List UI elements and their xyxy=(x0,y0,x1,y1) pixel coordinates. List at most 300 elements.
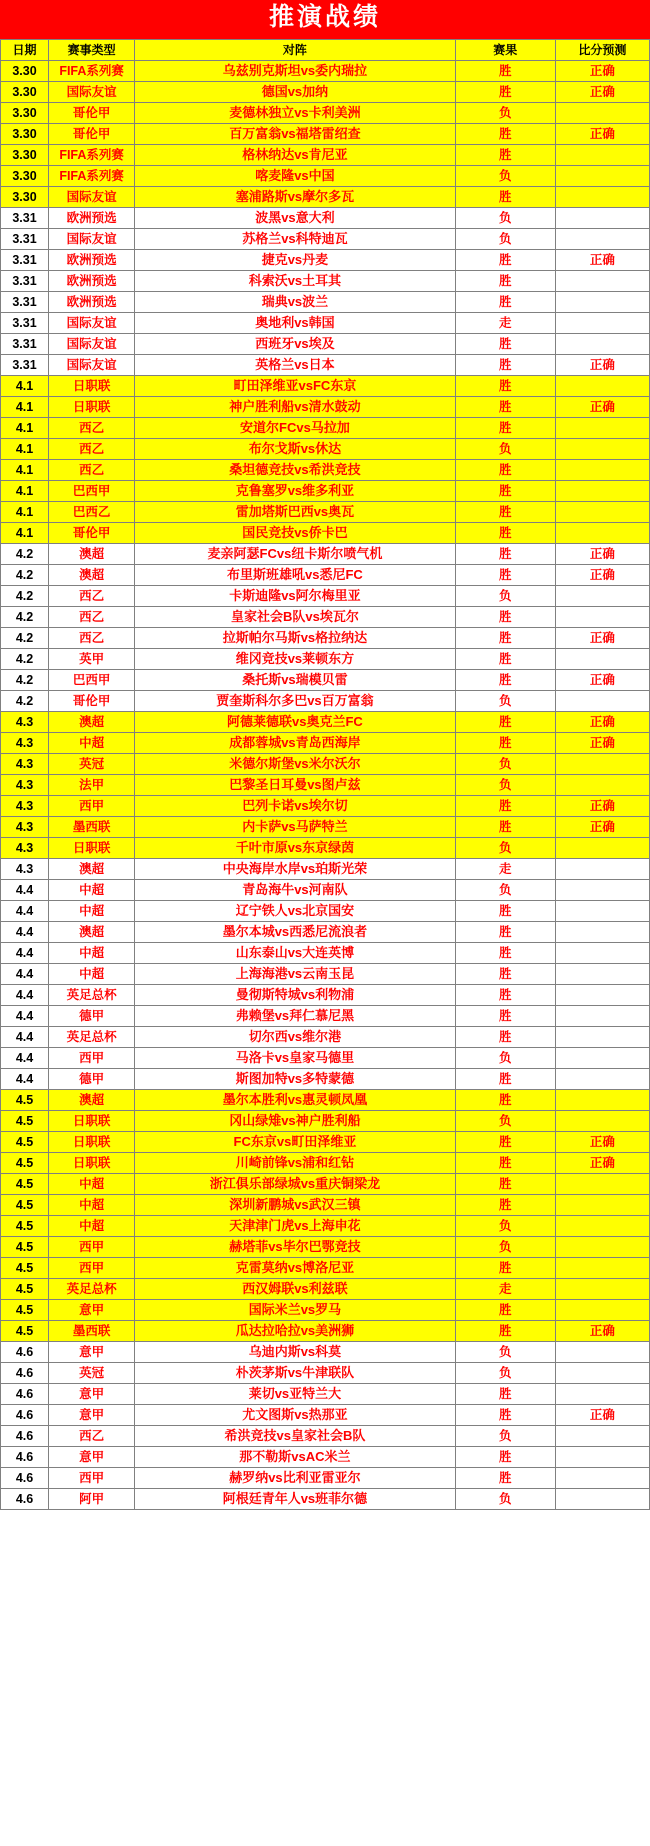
cell-date: 4.3 xyxy=(1,753,49,774)
cell-league: 中超 xyxy=(49,1215,135,1236)
cell-league: 欧洲预选 xyxy=(49,249,135,270)
cell-date: 3.31 xyxy=(1,354,49,375)
table-row xyxy=(1,585,650,606)
cell-prediction xyxy=(555,879,649,900)
cell-league: 欧洲预选 xyxy=(49,207,135,228)
cell-match: 布尔戈斯vs休达 xyxy=(135,438,455,459)
table-row xyxy=(1,249,650,270)
cell-match: 麦德林独立vs卡利美洲 xyxy=(135,102,455,123)
table-row xyxy=(1,753,650,774)
cell-result: 胜 xyxy=(455,795,555,816)
cell-match: 阿德莱德联vs奥克兰FC xyxy=(135,711,455,732)
table-row xyxy=(1,669,650,690)
cell-league: 中超 xyxy=(49,1173,135,1194)
table-row xyxy=(1,312,650,333)
cell-match: 瓜达拉哈拉vs美洲狮 xyxy=(135,1320,455,1341)
table-row xyxy=(1,627,650,648)
cell-match: 浙江俱乐部绿城vs重庆铜梁龙 xyxy=(135,1173,455,1194)
cell-date: 4.2 xyxy=(1,690,49,711)
cell-prediction xyxy=(555,921,649,942)
cell-prediction xyxy=(555,1026,649,1047)
cell-league: 巴西乙 xyxy=(49,501,135,522)
cell-league: 巴西甲 xyxy=(49,669,135,690)
cell-date: 4.3 xyxy=(1,711,49,732)
cell-date: 4.3 xyxy=(1,732,49,753)
cell-result: 负 xyxy=(455,1110,555,1131)
cell-prediction: 正确 xyxy=(555,1320,649,1341)
cell-prediction: 正确 xyxy=(555,543,649,564)
cell-league: 澳超 xyxy=(49,564,135,585)
table-row xyxy=(1,1194,650,1215)
cell-date: 4.4 xyxy=(1,1005,49,1026)
cell-result: 胜 xyxy=(455,1467,555,1488)
cell-match: 朴茨茅斯vs牛津联队 xyxy=(135,1362,455,1383)
cell-result: 胜 xyxy=(455,1320,555,1341)
cell-result: 负 xyxy=(455,207,555,228)
cell-league: 意甲 xyxy=(49,1383,135,1404)
table-row xyxy=(1,438,650,459)
column-header-league: 赛事类型 xyxy=(49,39,135,60)
cell-result: 负 xyxy=(455,102,555,123)
cell-league: 中超 xyxy=(49,942,135,963)
cell-match: 克雷莫纳vs博洛尼亚 xyxy=(135,1257,455,1278)
cell-prediction xyxy=(555,1236,649,1257)
table-row xyxy=(1,1131,650,1152)
cell-league: 中超 xyxy=(49,879,135,900)
cell-prediction xyxy=(555,228,649,249)
table-row xyxy=(1,1047,650,1068)
cell-date: 4.1 xyxy=(1,480,49,501)
cell-result: 负 xyxy=(455,753,555,774)
cell-league: 澳超 xyxy=(49,1089,135,1110)
cell-result: 胜 xyxy=(455,1299,555,1320)
table-row xyxy=(1,1488,650,1509)
cell-match: 克鲁塞罗vs维多利亚 xyxy=(135,480,455,501)
cell-result: 胜 xyxy=(455,459,555,480)
cell-prediction xyxy=(555,165,649,186)
cell-league: 澳超 xyxy=(49,921,135,942)
cell-prediction: 正确 xyxy=(555,816,649,837)
cell-prediction xyxy=(555,774,649,795)
cell-match: 成都蓉城vs青岛西海岸 xyxy=(135,732,455,753)
cell-result: 负 xyxy=(455,1362,555,1383)
cell-date: 4.5 xyxy=(1,1089,49,1110)
cell-result: 胜 xyxy=(455,963,555,984)
page-title: 推演战绩 xyxy=(0,0,650,39)
cell-result: 胜 xyxy=(455,732,555,753)
table-row xyxy=(1,123,650,144)
cell-date: 4.5 xyxy=(1,1131,49,1152)
table-row xyxy=(1,375,650,396)
cell-match: 赫塔菲vs毕尔巴鄂竞技 xyxy=(135,1236,455,1257)
cell-league: 西乙 xyxy=(49,417,135,438)
cell-result: 胜 xyxy=(455,669,555,690)
table-row xyxy=(1,1278,650,1299)
cell-match: 冈山绿雉vs神户胜利船 xyxy=(135,1110,455,1131)
cell-prediction: 正确 xyxy=(555,1152,649,1173)
cell-league: 墨西联 xyxy=(49,816,135,837)
cell-match: 阿根廷青年人vs班菲尔德 xyxy=(135,1488,455,1509)
table-row xyxy=(1,774,650,795)
cell-result: 胜 xyxy=(455,1194,555,1215)
cell-match: 町田泽维亚vsFC东京 xyxy=(135,375,455,396)
cell-league: 西乙 xyxy=(49,627,135,648)
cell-result: 胜 xyxy=(455,270,555,291)
cell-result: 胜 xyxy=(455,60,555,81)
column-header-date: 日期 xyxy=(1,39,49,60)
cell-date: 4.5 xyxy=(1,1320,49,1341)
cell-league: 英冠 xyxy=(49,753,135,774)
cell-league: 国际友谊 xyxy=(49,228,135,249)
cell-prediction xyxy=(555,1488,649,1509)
cell-result: 走 xyxy=(455,1278,555,1299)
cell-match: 国民竞技vs侨卡巴 xyxy=(135,522,455,543)
cell-result: 胜 xyxy=(455,417,555,438)
cell-result: 胜 xyxy=(455,186,555,207)
cell-result: 胜 xyxy=(455,1089,555,1110)
cell-result: 胜 xyxy=(455,942,555,963)
table-row xyxy=(1,1320,650,1341)
table-row xyxy=(1,480,650,501)
cell-result: 胜 xyxy=(455,1173,555,1194)
cell-match: 辽宁铁人vs北京国安 xyxy=(135,900,455,921)
cell-league: 法甲 xyxy=(49,774,135,795)
cell-date: 4.2 xyxy=(1,543,49,564)
cell-prediction: 正确 xyxy=(555,795,649,816)
cell-match: 上海海港vs云南玉昆 xyxy=(135,963,455,984)
cell-prediction: 正确 xyxy=(555,564,649,585)
cell-prediction xyxy=(555,1362,649,1383)
cell-league: 英冠 xyxy=(49,1362,135,1383)
cell-date: 4.4 xyxy=(1,879,49,900)
cell-league: 意甲 xyxy=(49,1341,135,1362)
table-row xyxy=(1,1173,650,1194)
cell-league: 日职联 xyxy=(49,396,135,417)
cell-match: 格林纳达vs肯尼亚 xyxy=(135,144,455,165)
cell-date: 4.5 xyxy=(1,1110,49,1131)
cell-prediction xyxy=(555,753,649,774)
cell-prediction xyxy=(555,1215,649,1236)
cell-date: 4.3 xyxy=(1,837,49,858)
table-row xyxy=(1,711,650,732)
cell-league: 意甲 xyxy=(49,1446,135,1467)
cell-date: 4.1 xyxy=(1,501,49,522)
cell-league: 欧洲预选 xyxy=(49,270,135,291)
table-row xyxy=(1,879,650,900)
cell-match: 西汉姆联vs利兹联 xyxy=(135,1278,455,1299)
cell-match: 那不勒斯vsAC米兰 xyxy=(135,1446,455,1467)
cell-prediction: 正确 xyxy=(555,1131,649,1152)
cell-match: 乌兹别克斯坦vs委内瑞拉 xyxy=(135,60,455,81)
cell-date: 3.30 xyxy=(1,186,49,207)
cell-date: 4.6 xyxy=(1,1467,49,1488)
table-row xyxy=(1,564,650,585)
cell-league: 阿甲 xyxy=(49,1488,135,1509)
table-row xyxy=(1,963,650,984)
cell-prediction xyxy=(555,459,649,480)
cell-league: 中超 xyxy=(49,1194,135,1215)
cell-date: 4.1 xyxy=(1,522,49,543)
cell-match: 山东泰山vs大连英博 xyxy=(135,942,455,963)
table-body xyxy=(1,60,650,1509)
cell-date: 4.2 xyxy=(1,564,49,585)
cell-result: 负 xyxy=(455,585,555,606)
cell-date: 4.4 xyxy=(1,1068,49,1089)
cell-result: 胜 xyxy=(455,900,555,921)
cell-league: 德甲 xyxy=(49,1068,135,1089)
cell-prediction xyxy=(555,1047,649,1068)
table-row xyxy=(1,837,650,858)
cell-prediction xyxy=(555,522,649,543)
cell-match: 弗赖堡vs拜仁慕尼黑 xyxy=(135,1005,455,1026)
cell-date: 4.5 xyxy=(1,1257,49,1278)
cell-result: 负 xyxy=(455,438,555,459)
cell-date: 4.2 xyxy=(1,669,49,690)
cell-league: 西甲 xyxy=(49,1257,135,1278)
cell-date: 3.31 xyxy=(1,333,49,354)
cell-date: 3.30 xyxy=(1,102,49,123)
cell-match: 瑞典vs波兰 xyxy=(135,291,455,312)
cell-match: 神户胜利船vs清水鼓动 xyxy=(135,396,455,417)
cell-result: 胜 xyxy=(455,501,555,522)
table-row xyxy=(1,144,650,165)
cell-result: 走 xyxy=(455,312,555,333)
table-row xyxy=(1,1257,650,1278)
cell-prediction xyxy=(555,291,649,312)
cell-league: 西甲 xyxy=(49,795,135,816)
cell-league: 墨西联 xyxy=(49,1320,135,1341)
cell-prediction xyxy=(555,1425,649,1446)
cell-date: 4.5 xyxy=(1,1194,49,1215)
table-row xyxy=(1,354,650,375)
cell-match: 米德尔斯堡vs米尔沃尔 xyxy=(135,753,455,774)
cell-match: 川崎前锋vs浦和红钻 xyxy=(135,1152,455,1173)
cell-prediction: 正确 xyxy=(555,711,649,732)
table-row xyxy=(1,333,650,354)
cell-match: 贾奎斯科尔多巴vs百万富翁 xyxy=(135,690,455,711)
cell-prediction xyxy=(555,438,649,459)
cell-match: 青岛海牛vs河南队 xyxy=(135,879,455,900)
cell-prediction xyxy=(555,606,649,627)
cell-prediction xyxy=(555,858,649,879)
cell-match: 麦亲阿瑟FCvs纽卡斯尔喷气机 xyxy=(135,543,455,564)
table-row xyxy=(1,270,650,291)
cell-result: 胜 xyxy=(455,984,555,1005)
cell-date: 3.30 xyxy=(1,81,49,102)
cell-date: 4.2 xyxy=(1,648,49,669)
cell-date: 3.30 xyxy=(1,123,49,144)
table-row xyxy=(1,984,650,1005)
cell-result: 负 xyxy=(455,1236,555,1257)
cell-match: 雷加塔斯巴西vs奥瓦 xyxy=(135,501,455,522)
cell-league: 国际友谊 xyxy=(49,186,135,207)
table-row xyxy=(1,1446,650,1467)
cell-prediction xyxy=(555,984,649,1005)
cell-match: 科索沃vs土耳其 xyxy=(135,270,455,291)
cell-date: 4.6 xyxy=(1,1362,49,1383)
cell-result: 负 xyxy=(455,165,555,186)
table-row xyxy=(1,1425,650,1446)
cell-prediction: 正确 xyxy=(555,732,649,753)
table-row xyxy=(1,417,650,438)
cell-prediction xyxy=(555,1173,649,1194)
table-row xyxy=(1,459,650,480)
cell-result: 负 xyxy=(455,879,555,900)
cell-match: 深圳新鹏城vs武汉三镇 xyxy=(135,1194,455,1215)
cell-result: 胜 xyxy=(455,249,555,270)
cell-match: 希洪竞技vs皇家社会B队 xyxy=(135,1425,455,1446)
cell-league: 国际友谊 xyxy=(49,312,135,333)
cell-result: 胜 xyxy=(455,354,555,375)
cell-result: 负 xyxy=(455,774,555,795)
cell-league: 澳超 xyxy=(49,543,135,564)
cell-date: 4.2 xyxy=(1,585,49,606)
cell-league: 西乙 xyxy=(49,585,135,606)
cell-league: 英足总杯 xyxy=(49,984,135,1005)
cell-result: 负 xyxy=(455,1215,555,1236)
table-row xyxy=(1,291,650,312)
cell-prediction xyxy=(555,1467,649,1488)
cell-league: 意甲 xyxy=(49,1404,135,1425)
cell-result: 胜 xyxy=(455,1383,555,1404)
cell-match: 西班牙vs埃及 xyxy=(135,333,455,354)
cell-league: 国际友谊 xyxy=(49,354,135,375)
cell-league: FIFA系列赛 xyxy=(49,144,135,165)
cell-result: 胜 xyxy=(455,543,555,564)
table-row xyxy=(1,1383,650,1404)
cell-prediction xyxy=(555,1257,649,1278)
cell-date: 4.1 xyxy=(1,396,49,417)
cell-prediction xyxy=(555,270,649,291)
cell-result: 胜 xyxy=(455,144,555,165)
table-row xyxy=(1,81,650,102)
cell-date: 4.6 xyxy=(1,1488,49,1509)
table-row xyxy=(1,795,650,816)
cell-date: 4.2 xyxy=(1,627,49,648)
cell-result: 胜 xyxy=(455,1257,555,1278)
table-row xyxy=(1,522,650,543)
table-row xyxy=(1,690,650,711)
cell-date: 4.1 xyxy=(1,375,49,396)
table-row xyxy=(1,102,650,123)
cell-result: 负 xyxy=(455,1047,555,1068)
cell-prediction: 正确 xyxy=(555,1404,649,1425)
cell-result: 胜 xyxy=(455,480,555,501)
cell-result: 胜 xyxy=(455,1404,555,1425)
cell-date: 4.3 xyxy=(1,858,49,879)
cell-date: 4.6 xyxy=(1,1341,49,1362)
cell-date: 3.30 xyxy=(1,165,49,186)
cell-prediction xyxy=(555,1299,649,1320)
cell-result: 胜 xyxy=(455,1005,555,1026)
cell-date: 4.4 xyxy=(1,984,49,1005)
cell-prediction xyxy=(555,648,649,669)
table-row xyxy=(1,858,650,879)
cell-prediction: 正确 xyxy=(555,354,649,375)
cell-league: 国际友谊 xyxy=(49,81,135,102)
cell-date: 4.1 xyxy=(1,438,49,459)
cell-match: 捷克vs丹麦 xyxy=(135,249,455,270)
cell-result: 胜 xyxy=(455,291,555,312)
table-row xyxy=(1,186,650,207)
cell-league: 澳超 xyxy=(49,711,135,732)
cell-prediction xyxy=(555,1341,649,1362)
cell-league: 哥伦甲 xyxy=(49,102,135,123)
table-row xyxy=(1,816,650,837)
table-row xyxy=(1,1089,650,1110)
cell-match: 尤文图斯vs热那亚 xyxy=(135,1404,455,1425)
cell-result: 胜 xyxy=(455,375,555,396)
table-row xyxy=(1,648,650,669)
cell-match: 中央海岸水岸vs珀斯光荣 xyxy=(135,858,455,879)
cell-match: 曼彻斯特城vs利物浦 xyxy=(135,984,455,1005)
table-row xyxy=(1,1404,650,1425)
cell-match: 德国vs加纳 xyxy=(135,81,455,102)
cell-league: 哥伦甲 xyxy=(49,690,135,711)
cell-result: 胜 xyxy=(455,648,555,669)
cell-match: 千叶市原vs东京绿茵 xyxy=(135,837,455,858)
cell-match: 布里斯班雄吼vs悉尼FC xyxy=(135,564,455,585)
cell-prediction: 正确 xyxy=(555,81,649,102)
cell-league: 哥伦甲 xyxy=(49,123,135,144)
cell-prediction xyxy=(555,102,649,123)
cell-league: 意甲 xyxy=(49,1299,135,1320)
cell-date: 3.31 xyxy=(1,228,49,249)
table-row xyxy=(1,921,650,942)
cell-league: 西乙 xyxy=(49,459,135,480)
table-row xyxy=(1,543,650,564)
cell-result: 胜 xyxy=(455,81,555,102)
cell-prediction xyxy=(555,417,649,438)
cell-date: 4.5 xyxy=(1,1299,49,1320)
cell-prediction: 正确 xyxy=(555,249,649,270)
table-row xyxy=(1,1005,650,1026)
cell-league: 日职联 xyxy=(49,837,135,858)
cell-date: 3.30 xyxy=(1,144,49,165)
cell-match: 卡斯迪隆vs阿尔梅里亚 xyxy=(135,585,455,606)
cell-prediction: 正确 xyxy=(555,669,649,690)
cell-match: FC东京vs町田泽维亚 xyxy=(135,1131,455,1152)
cell-date: 4.5 xyxy=(1,1152,49,1173)
cell-prediction xyxy=(555,501,649,522)
cell-date: 4.4 xyxy=(1,921,49,942)
table-row xyxy=(1,1215,650,1236)
cell-result: 胜 xyxy=(455,1026,555,1047)
cell-prediction xyxy=(555,1278,649,1299)
cell-match: 国际米兰vs罗马 xyxy=(135,1299,455,1320)
cell-match: 巴黎圣日耳曼vs图卢兹 xyxy=(135,774,455,795)
cell-league: 日职联 xyxy=(49,1152,135,1173)
cell-league: 哥伦甲 xyxy=(49,522,135,543)
cell-result: 胜 xyxy=(455,627,555,648)
table-row xyxy=(1,1362,650,1383)
cell-date: 4.5 xyxy=(1,1236,49,1257)
cell-match: 桑托斯vs瑞模贝雷 xyxy=(135,669,455,690)
cell-prediction xyxy=(555,1110,649,1131)
cell-prediction xyxy=(555,963,649,984)
cell-date: 4.6 xyxy=(1,1446,49,1467)
cell-prediction xyxy=(555,1089,649,1110)
cell-match: 墨尔本胜利vs惠灵顿凤凰 xyxy=(135,1089,455,1110)
cell-prediction xyxy=(555,900,649,921)
cell-date: 3.30 xyxy=(1,60,49,81)
cell-date: 4.4 xyxy=(1,963,49,984)
table-row xyxy=(1,1068,650,1089)
cell-date: 4.6 xyxy=(1,1383,49,1404)
column-header-result: 赛果 xyxy=(455,39,555,60)
cell-league: 中超 xyxy=(49,732,135,753)
cell-prediction xyxy=(555,1383,649,1404)
